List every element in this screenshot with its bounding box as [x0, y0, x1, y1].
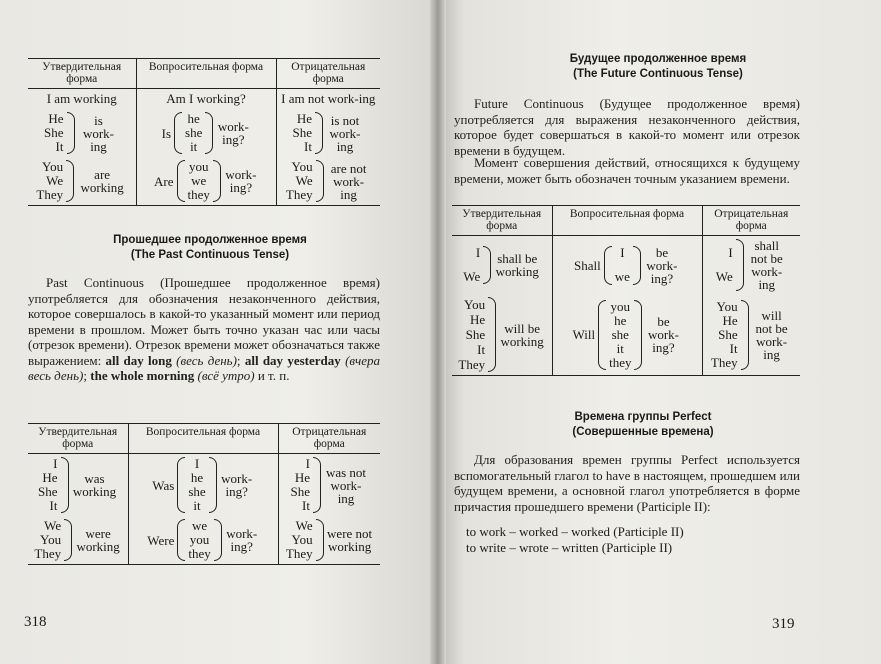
col-header-affirmative: Утвердительная форма [452, 206, 552, 236]
perfect-heading [478, 410, 808, 440]
cell-int-shall: Shall I we be work-ing? [552, 236, 702, 295]
book-spine [430, 0, 446, 664]
cell-neg-i: I am not work-ing [276, 89, 380, 110]
col-header-negative: Отрицательная форма [278, 424, 380, 454]
heading2-sub: (Совершенные времена) [572, 426, 714, 438]
cell-int-was: Was I he she it work-ing? [128, 454, 278, 517]
col-header-affirmative: Утвердительная форма [28, 424, 128, 454]
heading-ru: Прошедшее продолженное время [113, 234, 307, 246]
past-continuous-table [28, 423, 380, 565]
cell-aff-he: He She It is work-ing [44, 111, 115, 154]
col-header-interrogative: Вопросительная форма [136, 59, 276, 89]
cell-aff-will: You He She It They will be working [458, 297, 544, 372]
perfect-paragraph: Для образования времен группы Perfect используется вспомогательный глагол to have в настоящем, прошедшем или будущем времени, а основной глагол употребляется в форме причастия прошедшего времени (Participle II): [454, 452, 800, 514]
col-header-negative: Отрицательная форма [702, 206, 800, 236]
cell-neg-you: You We They are not work-ing [276, 157, 380, 206]
cell-int-he: Is he she it work-ing? [136, 109, 276, 157]
cell-neg-shall: I We shall not be work-ing [702, 236, 800, 295]
cell-neg-were: We You They were not working [278, 516, 380, 565]
future-continuous-heading [478, 52, 838, 82]
future-continuous-para1: Future Continuous (Будущее продолженное время) употребляется для выражения незаконченного действия, которое будет совершаться в какой-то момент или отрезок времени в будущем. [454, 96, 800, 158]
page-number-left: 318 [24, 614, 47, 630]
right-page [438, 0, 881, 664]
cell-aff-were: We You They were working [34, 518, 120, 561]
cell-neg-will: You He She It They will not be work-ing [702, 294, 800, 376]
past-continuous-paragraph: Past Continuous (Прошедшее продолженное время) употребляется для обозначения незаконченного действия, которое совершалось в какой-то указанный момент или период времени в прошлом. Может быть точно указан час или часы (отрезок времени). Отрезок времени может обозначаться также выражением: all day long (весь день); all day yesterday (вчера весь день); the whole morning (всё утро) и т. п. [28, 275, 381, 383]
left-page [0, 0, 438, 664]
future-continuous-para2: Момент совершения действий, относящихся к будущему времени, может быть обозначен точным указанием времени. [454, 155, 800, 186]
col-header-interrogative: Вопросительная форма [552, 206, 702, 236]
cell-aff-you: You We They are working [36, 159, 124, 202]
future-continuous-table [452, 205, 800, 376]
col-header-negative: Отрицательная форма [276, 59, 380, 89]
cell-int-i: Am I working? [136, 89, 276, 110]
example-write: to write – wrote – written (Participle II) [466, 540, 673, 555]
cell-int-were: Were we you they work-ing? [128, 516, 278, 565]
cell-neg-was: I He She It was not work-ing [278, 454, 380, 517]
past-continuous-heading [60, 233, 360, 263]
page-number-right: 319 [772, 616, 795, 632]
heading2-ru: Времена группы Perfect [574, 411, 712, 423]
col-header-affirmative: Утвердительная форма [28, 59, 136, 89]
present-continuous-table [28, 58, 380, 206]
cell-aff-shall: I We shall be working [463, 245, 539, 284]
cell-neg-he: He She It is not work-ing [276, 109, 380, 157]
heading-en: (The Future Continuous Tense) [573, 68, 743, 80]
heading-en: (The Past Continuous Tense) [130, 249, 290, 261]
cell-int-will: Will you he she it they be work-ing? [552, 294, 702, 376]
cell-int-you: Are you we they work-ing? [136, 157, 276, 206]
cell-aff-i: I am working [46, 91, 117, 106]
example-work: to work – worked – worked (Participle II) [466, 524, 684, 539]
cell-aff-was: I He She It was working [38, 456, 117, 513]
col-header-interrogative: Вопросительная форма [128, 424, 278, 454]
heading-ru: Будущее продолженное время [569, 53, 747, 65]
